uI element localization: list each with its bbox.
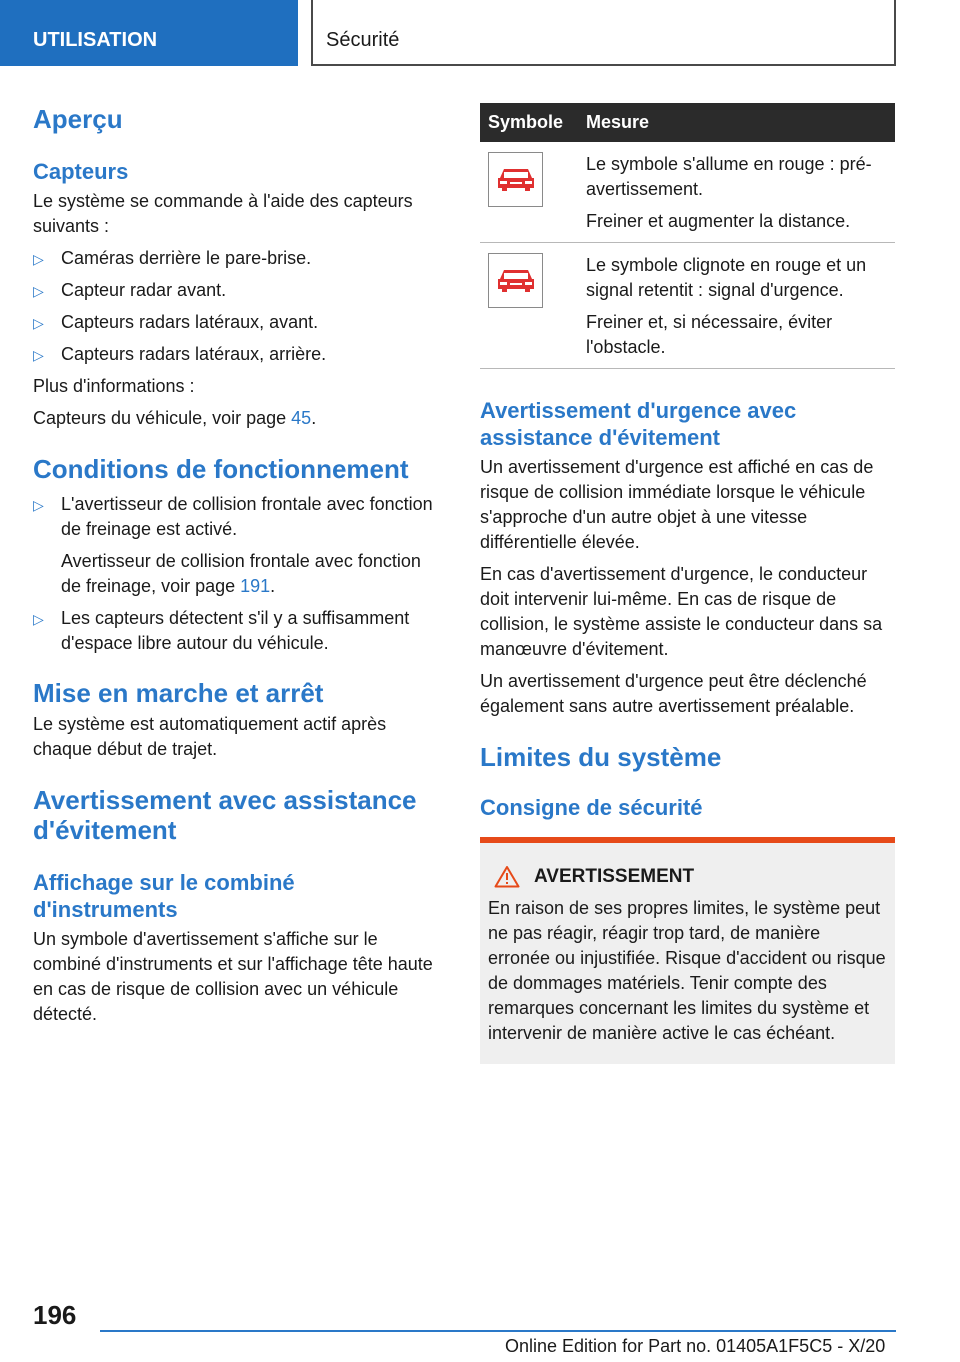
triangle-bullet-icon: ▷ [33, 283, 44, 299]
column-header-mesure: Mesure [578, 103, 895, 142]
avertissement-assistance-heading: Avertissement avec assistance d'évitement [33, 785, 417, 845]
capteurs-list [33, 246, 445, 367]
table-row [480, 243, 895, 369]
page-link-191[interactable]: 191 [240, 576, 271, 596]
mise-en-marche-heading: Mise en marche et arrêt [33, 678, 324, 708]
conditions-reference: Avertisseur de collision frontale avec fonction de freinage, voir page 191. [61, 551, 421, 596]
section-label: UTILISATION [33, 29, 158, 51]
list-item: ▷ Capteurs radars latéraux, avant. [33, 310, 445, 335]
page-link-45[interactable]: 45 [291, 408, 312, 428]
car-warning-icon [488, 253, 543, 308]
right-column [480, 103, 895, 1064]
symbol-table [480, 103, 895, 369]
list-item: ▷ Capteurs radars latéraux, arrière. [33, 342, 445, 367]
symbol-cell [480, 243, 578, 369]
table-row [480, 142, 895, 243]
capteurs-heading: Capteurs [33, 159, 129, 184]
chapter-tab [311, 0, 896, 66]
more-info-label: Plus d'informations : [33, 376, 195, 396]
mise-en-marche-text: Le système est automatiquement actif après chaque début de trajet. [33, 714, 387, 759]
footer-divider [100, 1330, 896, 1332]
mesure-cell: Le symbole clignote en rouge et un signal retentit : signal d'urgence. Freiner et, si nécessaire, éviter l'obstacle. [578, 243, 895, 369]
edition-label: Online Edition for Part no. 01405A1F5C5 - X/20 [505, 1336, 886, 1356]
triangle-bullet-icon: ▷ [33, 347, 44, 363]
car-warning-icon [488, 152, 543, 207]
column-header-symbole: Symbole [480, 103, 578, 142]
apercu-heading: Aperçu [33, 104, 123, 134]
affichage-heading: Affichage sur le combiné d'instruments [33, 870, 295, 922]
chapter-label: Sécurité [326, 29, 400, 51]
urgence-paragraph-1: Un avertissement d'urgence est affiché en cas de risque de collision immédiate lorsque le véhicule s'approche d'un autre objet à une vitesse différentielle élevée. [480, 457, 874, 552]
urgence-paragraph-2: En cas d'avertissement d'urgence, le conducteur doit intervenir lui-même. En cas de risque de collision, le système assiste le conducteur dans sa manœuvre d'évitement. [480, 564, 883, 659]
triangle-bullet-icon: ▷ [33, 611, 44, 627]
list-item: ▷ Capteur radar avant. [33, 278, 445, 303]
urgence-paragraph-3: Un avertissement d'urgence peut être déclenché également sans autre avertissement préalable. [480, 671, 867, 716]
list-item: ▷ Caméras derrière le pare-brise. [33, 246, 445, 271]
list-item: ▷ L'avertisseur de collision frontale avec fonction de freinage est activé. Avertisseur de collision frontale avec fonction de freinage, voir page 191. [33, 492, 445, 599]
left-column [33, 100, 445, 1027]
affichage-text: Un symbole d'avertissement s'affiche sur le combiné d'instruments et sur l'affichage tête haute en cas de risque de collision avec un véhicule détecté. [33, 929, 433, 1024]
warning-triangle-icon [494, 865, 520, 888]
warning-box [480, 837, 895, 1064]
capteurs-reference: Capteurs du véhicule, voir page 45. [33, 408, 317, 428]
symbol-cell [480, 142, 578, 243]
section-tab [0, 0, 298, 66]
mesure-cell: Le symbole s'allume en rouge : pré-avertissement. Freiner et augmenter la distance. [578, 142, 895, 243]
limites-heading: Limites du système [480, 742, 722, 772]
warning-title: AVERTISSEMENT [488, 865, 887, 888]
page-number: 196 [33, 1300, 77, 1330]
urgence-heading: Avertissement d'urgence avec assistance d'évitement [480, 398, 797, 450]
conditions-heading: Conditions de fonctionnement [33, 454, 409, 484]
warning-text: En raison de ses propres limites, le système peut ne pas réagir, réagir trop tard, de manière erronée ou injustifiée. Risque d'accident ou risque de dommages matériels. Tenir compte des remarques concernant les limites du système et intervenir de manière active le cas échéant. [488, 898, 886, 1043]
triangle-bullet-icon: ▷ [33, 497, 44, 513]
list-item: ▷ Les capteurs détectent s'il y a suffisamment d'espace libre autour du véhicule. [33, 608, 410, 653]
table-header-row [480, 103, 895, 142]
triangle-bullet-icon: ▷ [33, 315, 44, 331]
conditions-list [33, 492, 445, 656]
page-header [0, 0, 960, 66]
capteurs-intro: Le système se commande à l'aide des capteurs suivants : [33, 191, 413, 236]
consigne-heading: Consigne de sécurité [480, 795, 703, 820]
triangle-bullet-icon: ▷ [33, 251, 44, 267]
